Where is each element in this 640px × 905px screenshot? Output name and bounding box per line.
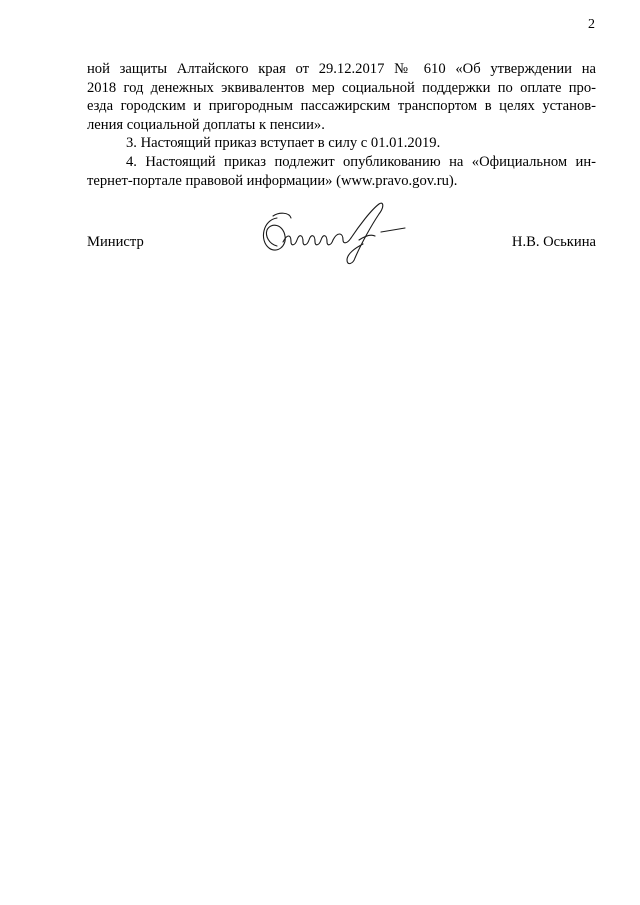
text-line: ления социальной доплаты к пенсии». xyxy=(87,116,325,133)
text-line: 3. Настоящий приказ вступает в силу с 01.01.2019. xyxy=(126,135,441,152)
signatory-title: Министр xyxy=(87,234,144,250)
text-line: 4. Настоящий приказ подлежит опубликованию на «Официальном ин- xyxy=(126,153,596,170)
document-body xyxy=(87,60,596,190)
text-line: ной защиты Алтайского края от 29.12.2017 № 610 «Об утверждении на xyxy=(87,61,596,77)
text-line: тернет-портале правовой информации» (www.pravo.gov.ru). xyxy=(87,172,458,189)
signatory-name: Н.В. Оськина xyxy=(511,234,596,250)
paragraph-item-4 xyxy=(87,153,596,190)
text-line: 2018 год денежных эквивалентов мер социальной поддержки по оплате про- xyxy=(87,79,596,96)
page-number: 2 xyxy=(588,17,595,32)
signature-block xyxy=(87,234,596,260)
text-line: езда городским и пригородным пассажирским транспортом в целях установ- xyxy=(87,98,596,115)
paragraph-item-3 xyxy=(87,134,596,153)
paragraph-continuation xyxy=(87,60,596,134)
